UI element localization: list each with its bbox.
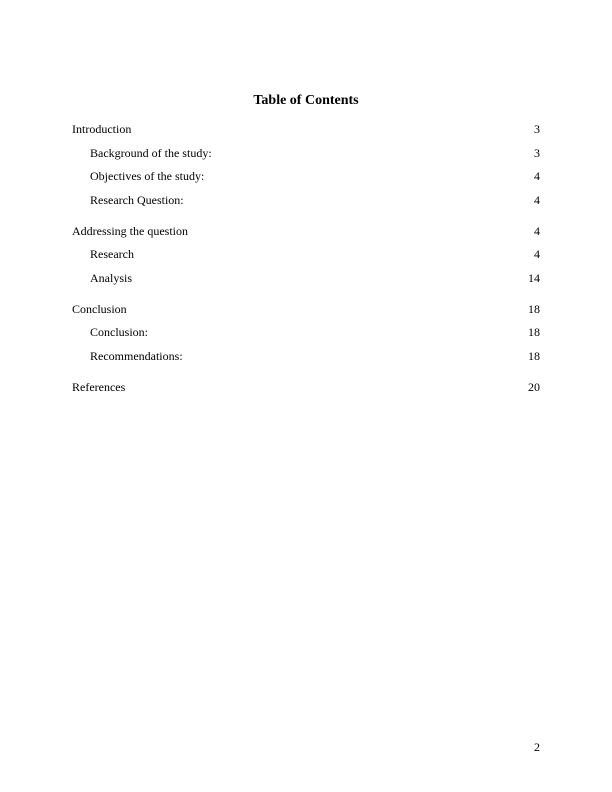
toc-entry-conclusion[interactable]: [72, 301, 540, 317]
toc-entry-page: 14: [528, 271, 540, 285]
toc-entry-label: Conclusion: [72, 302, 127, 316]
page-number: 2: [534, 740, 540, 754]
toc-entry-label: Conclusion:: [90, 325, 149, 339]
toc-entry-page: 4: [534, 224, 540, 238]
toc-entry-label: Objectives of the study:: [90, 169, 205, 183]
toc-entry-references[interactable]: [72, 379, 540, 395]
toc-entry-page: 18: [528, 302, 540, 316]
page-title: Table of Contents: [253, 93, 359, 108]
toc-entry-conclusion-sub[interactable]: [72, 324, 540, 340]
toc-entry-label: Research Question:: [90, 193, 184, 207]
toc-entry-label: Introduction: [72, 122, 132, 136]
toc-entry-label: Analysis: [90, 271, 132, 285]
toc-entry-objectives[interactable]: [72, 168, 540, 184]
toc-entry-analysis[interactable]: [72, 270, 540, 286]
toc-entry-research[interactable]: [72, 246, 540, 262]
toc-entry-page: 3: [534, 122, 540, 136]
toc-entry-label: Background of the study:: [90, 146, 212, 160]
toc-entry-background[interactable]: [72, 145, 540, 161]
toc-entry-label: Research: [90, 247, 134, 261]
toc-entry-page: 20: [528, 380, 540, 394]
toc-entry-introduction[interactable]: [72, 121, 540, 137]
toc-entry-page: 4: [534, 193, 540, 207]
toc-entry-research-question[interactable]: [72, 192, 540, 208]
toc-entry-addressing-question[interactable]: [72, 223, 540, 239]
toc-entry-page: 4: [534, 247, 540, 261]
toc-entry-recommendations[interactable]: [72, 348, 540, 364]
table-of-contents: [72, 0, 540, 792]
toc-entry-page: 4: [534, 169, 540, 183]
toc-entry-page: 18: [528, 349, 540, 363]
toc-entry-page: 3: [534, 146, 540, 160]
toc-entry-page: 18: [528, 325, 540, 339]
toc-entry-label: Recommendations:: [90, 349, 183, 363]
toc-entry-label: References: [72, 380, 126, 394]
toc-entry-label: Addressing the question: [72, 224, 188, 238]
